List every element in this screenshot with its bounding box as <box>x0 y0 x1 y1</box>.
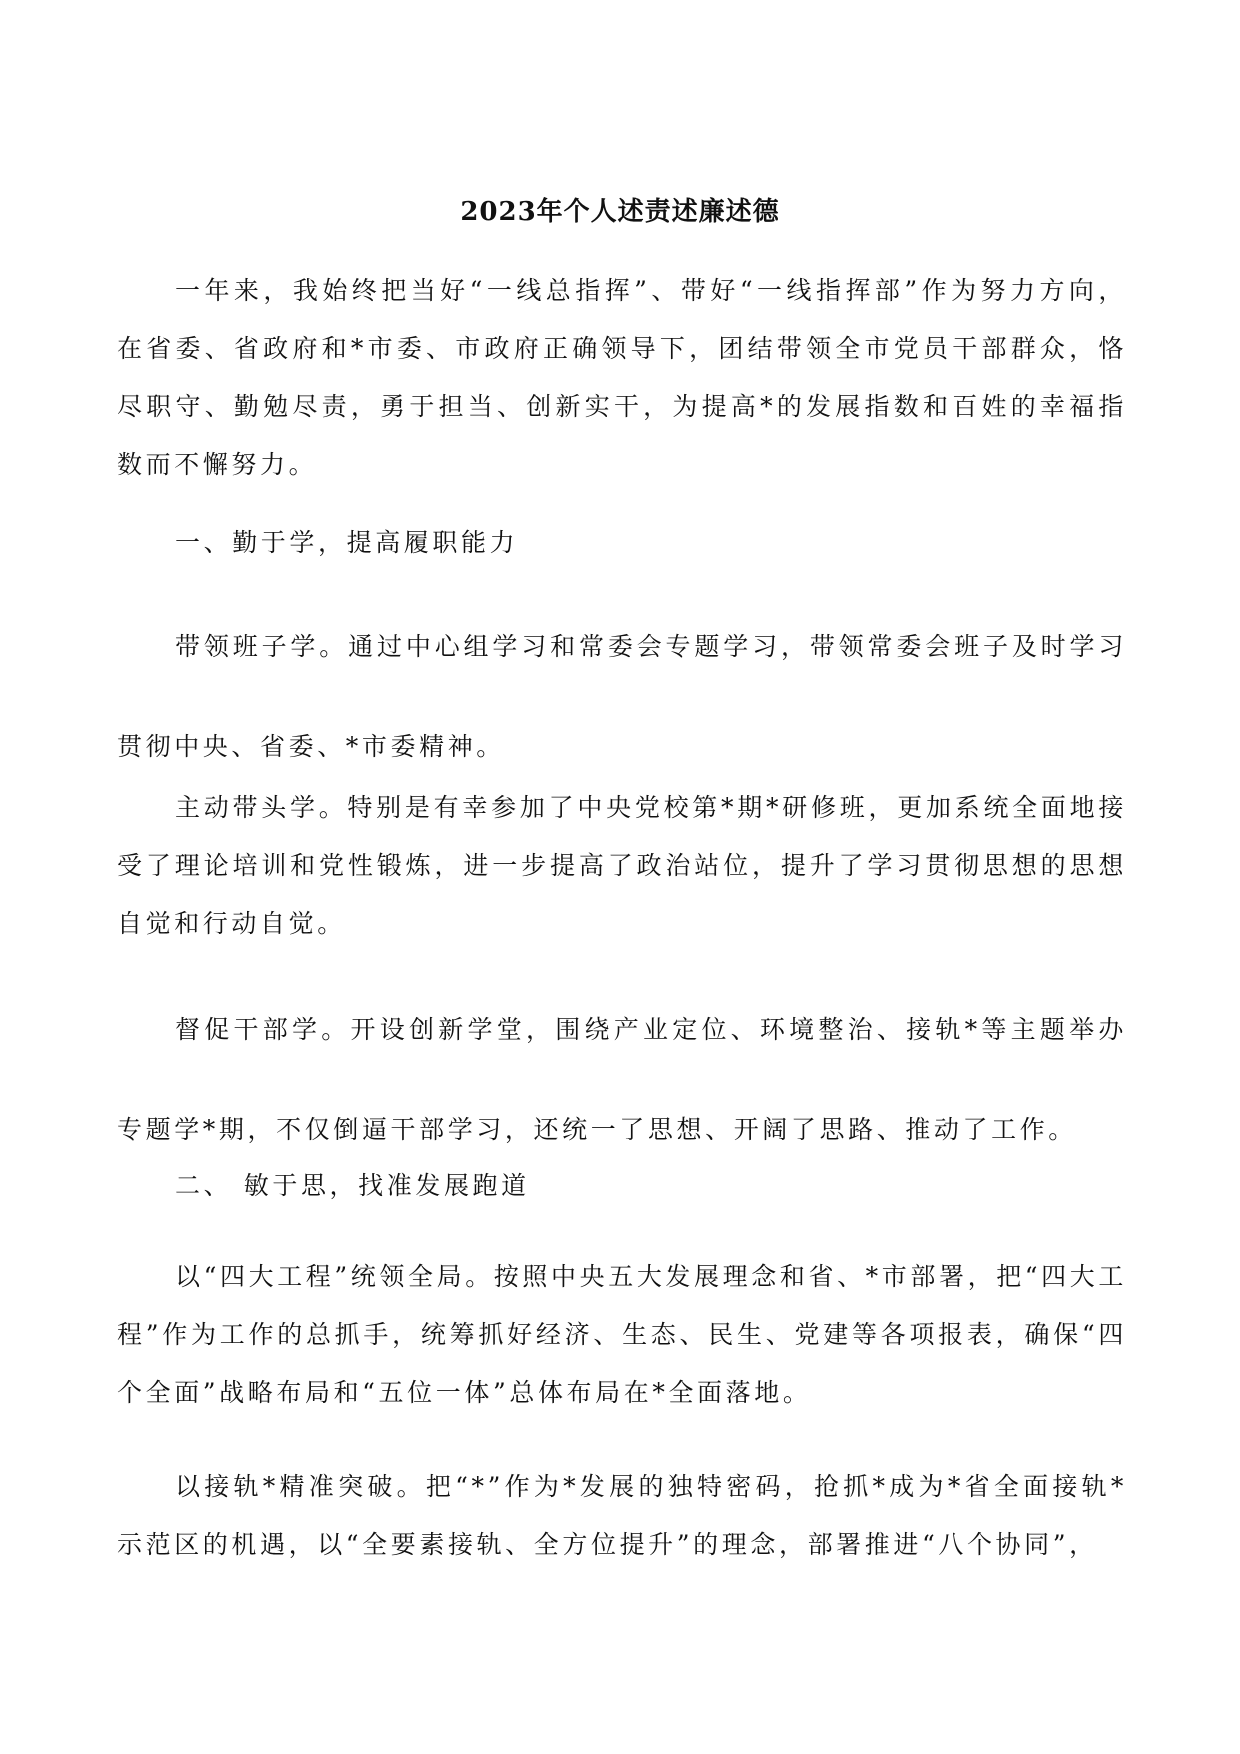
paragraph-supervise-study: 督促干部学。开设创新学堂，围绕产业定位、环境整治、接轨*等主题举办专题学*期，不仅倒逼干部学习，还统一了思想、开阔了思路、推动了工作。 <box>117 1015 1127 1144</box>
document-title: 2023年个人述责述廉述德 <box>460 197 780 227</box>
paragraph-leading-study: 带领班子学。通过中心组学习和常委会专题学习，带领常委会班子及时学习贯彻中央、省委、*市委精神。 <box>117 632 1127 761</box>
paragraph-four-projects: 以“四大工程”统领全局。按照中央五大发展理念和省、*市部署，把“四大工程”作为工作的总抓手，统筹抓好经济、生态、民生、党建等各项报表，确保“四个全面”战略布局和“五位一体”总体布局在*全面落地。 <box>117 1262 1127 1407</box>
intro-paragraph: 一年来，我始终把当好“一线总指挥”、带好“一线指挥部”作为努力方向，在省委、省政府和*市委、市政府正确领导下，团结带领全市党员干部群众，恪尽职守、勤勉尽责，勇于担当、创新实干，为提高*的发展指数和百姓的幸福指数而不懈努力。 <box>117 276 1127 479</box>
paragraph-integration: 以接轨*精准突破。把“*”作为*发展的独特密码，抢抓*成为*省全面接轨*示范区的机遇，以“全要素接轨、全方位提升”的理念，部署推进“八个协同”， <box>117 1472 1127 1559</box>
section-heading-1: 一、勤于学，提高履职能力 <box>175 528 519 557</box>
section-heading-2: 二、 敏于思，找准发展跑道 <box>175 1171 530 1200</box>
paragraph-self-study: 主动带头学。特别是有幸参加了中央党校第*期*研修班，更加系统全面地接受了理论培训和党性锻炼，进一步提高了政治站位，提升了学习贯彻思想的思想自觉和行动自觉。 <box>117 793 1127 938</box>
